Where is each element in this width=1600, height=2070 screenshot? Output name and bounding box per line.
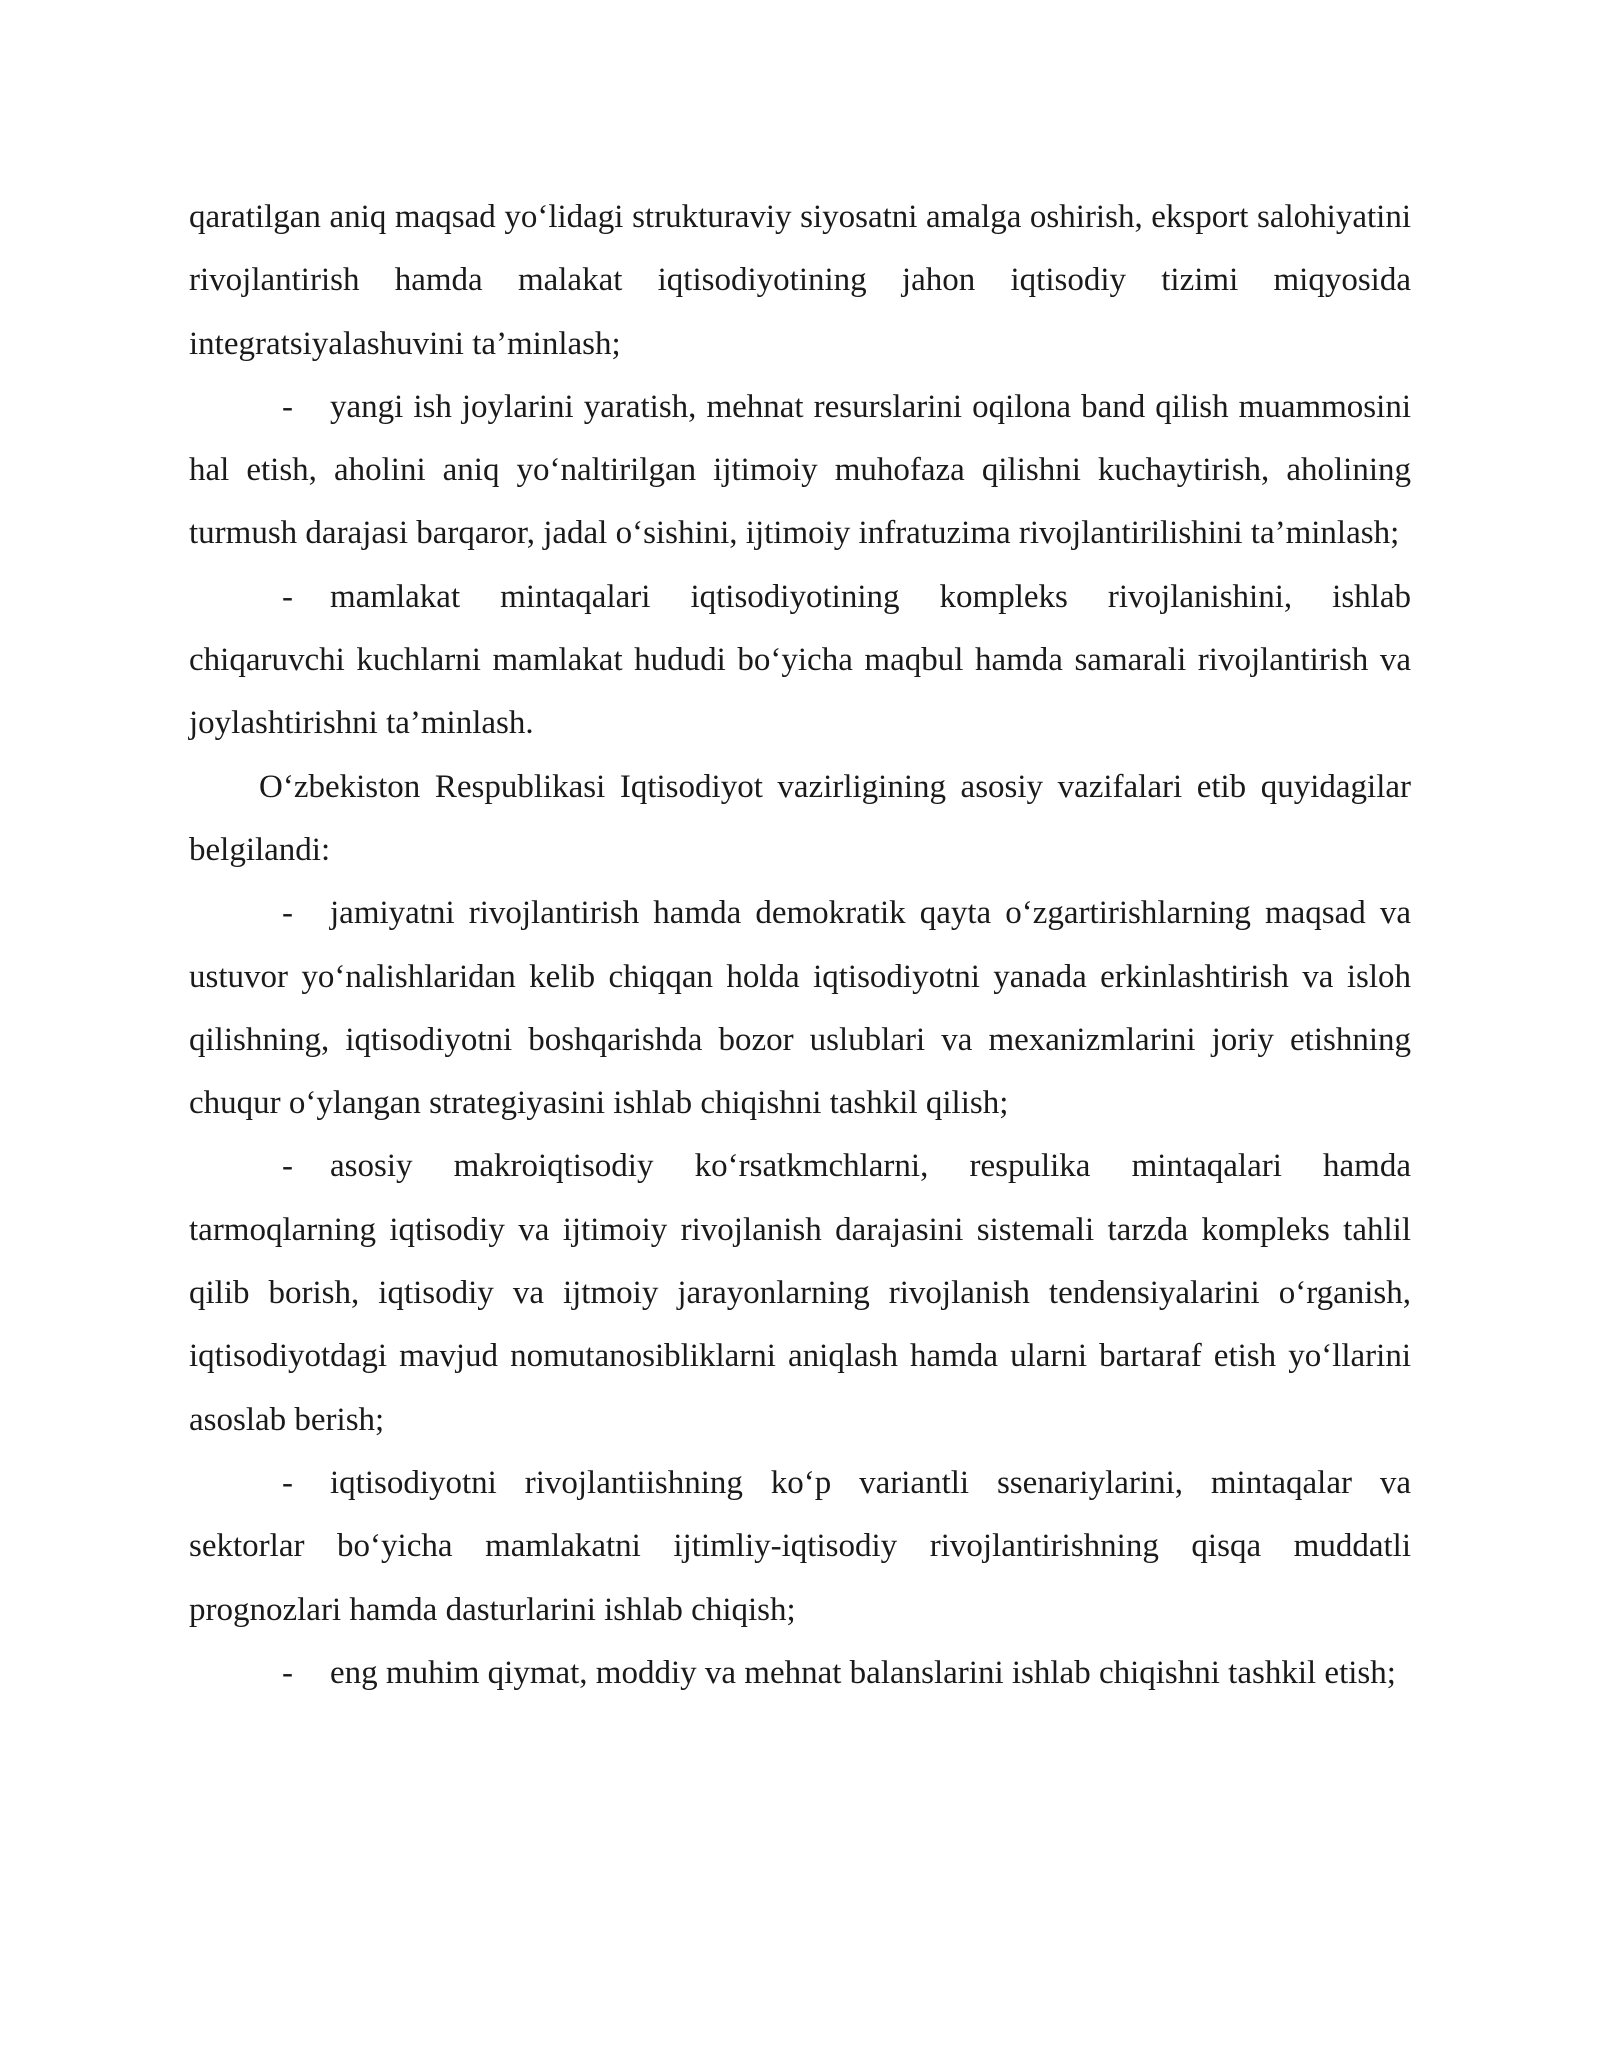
list-item	[189, 1135, 1411, 1451]
list-item	[189, 376, 1411, 566]
bullet-dash: -	[282, 1148, 293, 1185]
list-item-text: jamiyatni rivojlantirish hamda demokratik qayta o‘zgartirishlarning maqsad va ustuvor yo‘nalishlaridan kelib chiqqan holda iqtisodiyotni yanada erkinlashtirish va isloh qilishning, iqtisodiyotni boshqarishda bozor uslublari va mexanizmlarini joriy etishning chuqur o‘ylangan strategiyasini ishlab chiqishni tashkil qilish;	[189, 895, 1411, 1122]
list-item-text: mamlakat mintaqalari iqtisodiyotining kompleks rivojlanishini, ishlab chiqaruvchi kuchlarni mamlakat hududi bo‘yicha maqbul hamda samarali rivojlantirish va joylashtirishni ta’minlash.	[189, 578, 1411, 742]
intro-continuation-paragraph: qaratilgan aniq maqsad yo‘lidagi strukturaviy siyosatni amalga oshirish, eksport salohiyatini rivojlantirish hamda malakat iqtisodiyotining jahon iqtisodiy tizimi miqyosida integratsiyalashuvini ta’minlash;	[189, 199, 1411, 362]
bullet-dash: -	[282, 1654, 293, 1691]
list-item	[189, 882, 1411, 1135]
list-item-text: iqtisodiyotni rivojlantiishning ko‘p variantli ssenariylarini, mintaqalar va sektorlar bo‘yicha mamlakatni ijtimliy-iqtisodiy rivojlantirishning qisqa muddatli prognozlari hamda dasturlarini ishlab chiqish;	[189, 1464, 1411, 1628]
bullet-dash: -	[282, 895, 293, 932]
list-item	[189, 1452, 1411, 1642]
document-page	[189, 186, 1411, 1705]
bullet-dash: -	[282, 1464, 293, 1501]
list-item-text: yangi ish joylarini yaratish, mehnat resurslarini oqilona band qilish muammosini hal etish, aholini aniq yo‘naltirilgan ijtimoiy muhofaza qilishni kuchaytirish, aholining turmush darajasi barqaror, jadal o‘sishini, ijtimoiy infratuzima rivojlantirilishini ta’minlash;	[189, 388, 1411, 552]
bullet-dash: -	[282, 578, 293, 615]
list-item-text: asosiy makroiqtisodiy ko‘rsatkmchlarni, respulika mintaqalari hamda tarmoqlarning iqtisodiy va ijtimoiy rivojlanish darajasini sistemali tarzda kompleks tahlil qilib borish, iqtisodiy va ijtmoiy jarayonlarning rivojlanish tendensiyalarini o‘rganish, iqtisodiyotdagi mavjud nomutanosibliklarni aniqlash hamda ularni bartaraf etish yo‘llarini asoslab berish;	[189, 1148, 1411, 1438]
list-item-text: eng muhim qiymat, moddiy va mehnat balanslarini ishlab chiqishni tashkil etish;	[330, 1654, 1396, 1691]
bullet-dash: -	[282, 388, 293, 425]
list-item	[189, 1642, 1411, 1705]
list-item	[189, 566, 1411, 756]
section-paragraph: O‘zbekiston Respublikasi Iqtisodiyot vazirligining asosiy vazifalari etib quyidagilar belgilandi:	[189, 768, 1411, 868]
